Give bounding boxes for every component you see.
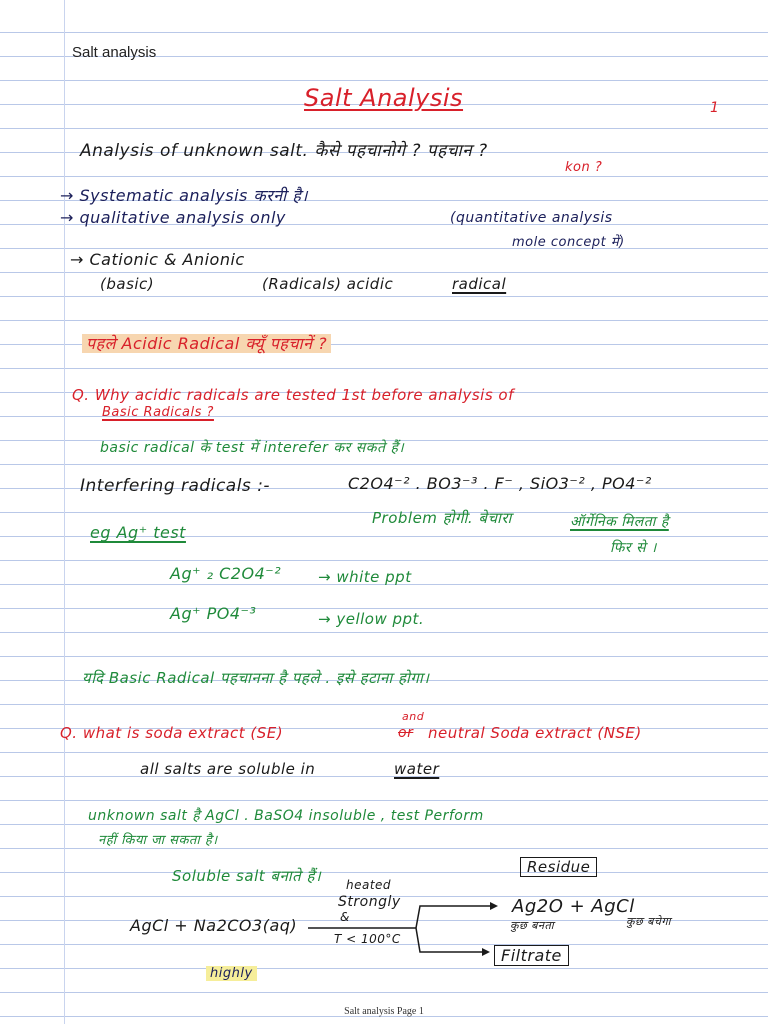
- margin-line: [64, 0, 65, 1024]
- line-heated: heated: [346, 878, 392, 892]
- line-ampersand: &: [340, 910, 350, 924]
- arrowhead-filtrate: [482, 948, 490, 956]
- residue-box: Residue: [520, 857, 597, 877]
- question-1-line-2: Basic Radicals ?: [102, 405, 214, 420]
- line-basic-radical: यदि Basic Radical पहचानना है पहले . इसे हटाना होगा।: [82, 669, 430, 687]
- line-ag-c2o4: Ag⁺ ₂ C2O4⁻²: [170, 564, 282, 583]
- acidic-highlight: पहले Acidic Radical क्यूँ पहचानें ?: [82, 334, 331, 353]
- question-2-or: or: [398, 725, 414, 741]
- line-phir-se: फिर से ।: [610, 540, 657, 556]
- arrow-to-filtrate: [416, 928, 482, 952]
- line-soluble-salt: Soluble salt बनाते हैं।: [172, 867, 322, 885]
- line-products-note-1: कुछ बनता: [510, 919, 555, 932]
- line-ag-test: eg Ag⁺ test: [90, 523, 186, 542]
- line-radicals: (Radicals) acidic: [262, 275, 394, 293]
- question-2-line-2: neutral Soda extract (NSE): [428, 724, 642, 742]
- line-interfering: Interfering radicals :-: [80, 476, 271, 496]
- line-organic: ऑर्गेनिक मिलता है: [570, 514, 669, 530]
- question-2-and: and: [402, 710, 425, 723]
- line-problem: Problem होगी. बेचारा: [372, 509, 512, 527]
- line-products-note-2: कुछ बचेगा: [626, 915, 671, 928]
- line-analysis: Analysis of unknown salt. कैसे पहचानोगे ? पहचान ?: [80, 141, 488, 161]
- line-radical-underlined: radical: [452, 275, 507, 293]
- residue-box-wrap: [520, 858, 597, 876]
- line-strongly: Strongly: [338, 894, 401, 910]
- line-cationic: → Cationic & Anionic: [70, 250, 245, 269]
- arrow-to-residue: [416, 906, 490, 928]
- line-interfering-list: C2O4⁻² . BO3⁻³ . F⁻ , SiO3⁻² , PO4⁻²: [348, 474, 652, 493]
- highly-highlight: highly: [206, 966, 257, 981]
- line-interefer: basic radical के test में interefer कर सकते हैं।: [100, 440, 405, 456]
- line-yellow-ppt: → yellow ppt.: [318, 610, 425, 628]
- filtrate-box-wrap: [494, 946, 569, 965]
- line-quantitative: (quantitative analysis: [450, 210, 613, 226]
- line-systematic: → Systematic analysis करनी है।: [60, 186, 308, 205]
- line-qualitative: → qualitative analysis only: [60, 208, 286, 227]
- question-1-line-1: Q. Why acidic radicals are tested 1st before analysis of: [72, 386, 514, 404]
- filtrate-box: Filtrate: [494, 945, 569, 966]
- corner-mark: 1: [710, 100, 720, 116]
- page-footer: Salt analysis Page 1: [344, 1006, 424, 1017]
- line-all-salts: all salts are soluble in: [140, 760, 316, 778]
- arrowhead-residue: [490, 902, 498, 910]
- line-not-possible: नहीं किया जा सकता है।: [98, 833, 218, 848]
- line-products: Ag2O + AgCl: [512, 896, 635, 917]
- line-white-ppt: → white ppt: [318, 568, 412, 586]
- question-2-line-1: Q. what is soda extract (SE): [60, 724, 284, 742]
- line-unknown-salt: unknown salt है AgCl . BaSO4 insoluble , test Perform: [88, 808, 484, 824]
- line-mole-concept: mole concept में): [512, 235, 625, 250]
- line-why-acidic: [82, 332, 331, 354]
- notes-title: Salt Analysis: [304, 84, 464, 112]
- line-reaction: AgCl + Na2CO3(aq): [130, 916, 298, 935]
- line-kon: kon ?: [565, 160, 603, 175]
- line-temperature: T < 100°C: [334, 932, 401, 946]
- highlight-wrap: [206, 966, 257, 981]
- line-ag-po4: Ag⁺ PO4⁻³: [170, 604, 257, 623]
- line-water: water: [394, 760, 440, 778]
- line-basic: (basic): [100, 275, 155, 293]
- page-header: Salt analysis: [72, 44, 157, 61]
